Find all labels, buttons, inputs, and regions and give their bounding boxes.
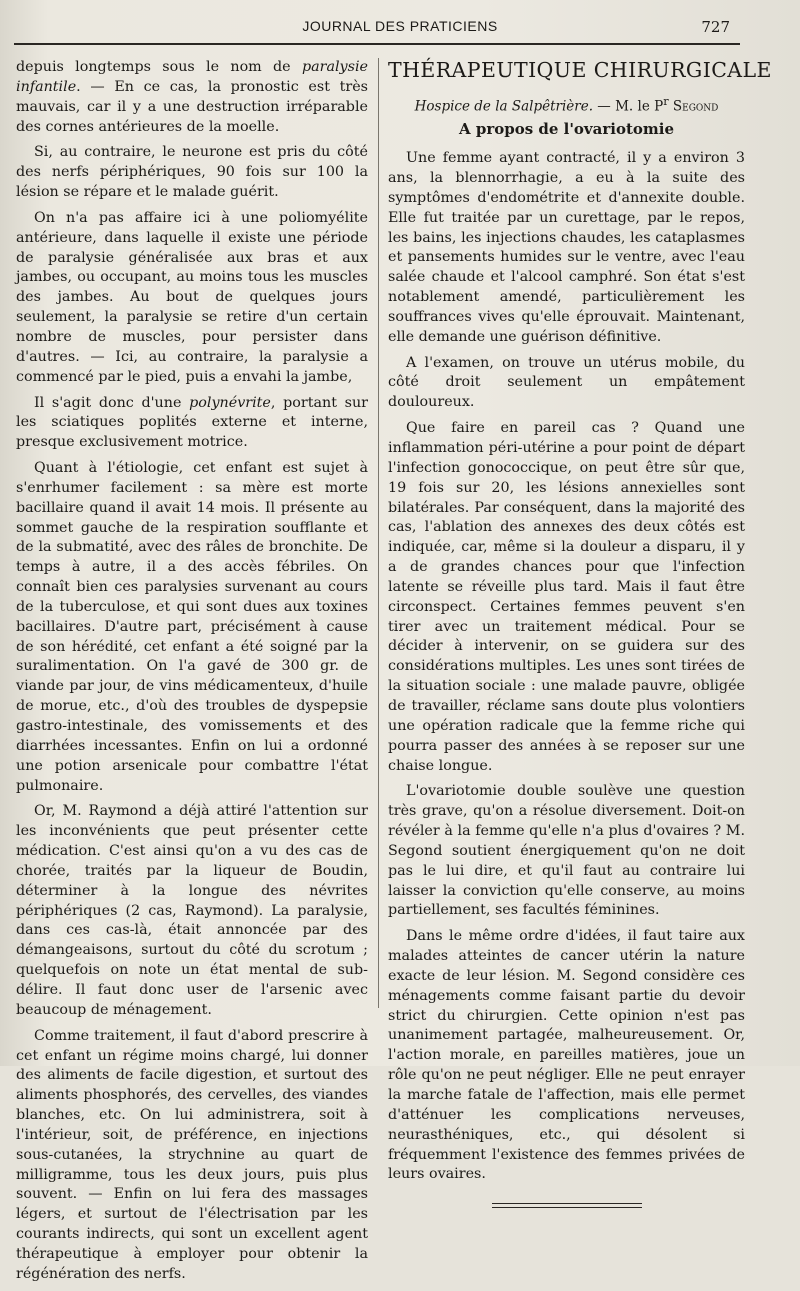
italic-term: polynévrite (189, 394, 271, 411)
byline: Hospice de la Salpêtrière. — M. le $P^r$ Segond (414, 95, 719, 115)
paragraph: On n'a pas affaire ici à une poliomyélite antérieure, dans laquelle il existe une période de paralysie généralisée aux bras et aux jambes, ou occupant, au moins tous les muscles des jambes. Au bout de quelques jours seulement, la paralysie se retire d'un certain nombre de muscles, pour persister dans d'autres. — Ici, au contraire, la paralysie a commencé par le pied, puis a envahi la jambe, (16, 209, 368, 385)
article-title: A propos de l'ovariotomie (458, 120, 675, 139)
paragraph: Quant à l'étiologie, cet enfant est sujet à s'enrhumer facilement : sa mère est morte bacillaire quand il avait 14 mois. Il présente au sommet gauche de la respiration soufflante et de la submatité, avec des râles de bronchite. De temps à autre, il a des accès fébriles. On connaît bien ces paralysies survenant au cours de la tuberculose, et qui sont dues aux toxines bacillaires. D'autre part, précisément à cause de son hérédité, cet enfant a été soigné par la suralimentation. On l'a gavé de 300 gr. de viande par jour, de vins médicamenteux, d'huile de morue, etc., d'où des troubles de dyspepsie gastro-intestinale, des vomissements et des diarrhées incessantes. Enfin on lui a ordonné une potion arsenicale pour combattre l'état pulmonaire. (16, 460, 368, 794)
header-rule (14, 43, 740, 45)
italic-term: paralysie infantile (16, 59, 368, 95)
right-column (388, 58, 772, 1208)
paragraph: Or, M. Raymond a déjà attiré l'attention sur les inconvénients que peut présenter cette médication. C'est ainsi qu'on a vu des cas de chorée, traités par la liqueur de Boudin, déterminer à la longue des névrites périphériques (2 cas, Raymond). La paralysie, dans ces cas-là, était annoncée par des démangeaisons, surtout du côté du scrotum ; quelquefois on note un état mental de sub-délire. Il faut donc user de l'arsenic avec beaucoup de ménagement. (16, 803, 368, 1018)
paragraph: L'ovariotomie double soulève une question très grave, qu'on a résolue diversement. Doit-on révéler à la femme qu'elle n'a plus d'ovaires ? M. Segond soutient énergiquement qu'on ne doit pas le lui dire, et qu'il faut au contraire lui laisser la conviction qu'elle conserve, au moins partiellement, ses facultés féminines. (388, 783, 745, 919)
section-title: THÉRAPEUTIQUE CHIRURGICALE (388, 58, 772, 82)
paragraph: Si, au contraire, le neurone est pris du côté des nerfs périphériques, 90 fois sur 100 la lésion se répare et le malade guérit. (16, 144, 368, 201)
paragraph: Comme traitement, il faut d'abord prescrire à cet enfant un régime moins chargé, lui donner des aliments de facile digestion, et surtout des aliments phosphorés, des cervelles, des viandes blanches, etc. On lui administrera, soit à l'intérieur, soit, de préférence, en injections sous-cutanées, la strychnine au quart de milligramme, tous les deux jours, puis plus souvent. — Enfin on lui fera des massages légers, et surtout de l'électrisation par les courants indirects, qui sont un excellent agent thérapeutique à employer pour obtenir la régénération des nerfs. (16, 1027, 368, 1282)
page-number: 727 (701, 18, 730, 36)
journal-title: JOURNAL DES PRATICIENS (302, 18, 498, 34)
column-divider (378, 58, 379, 1008)
byline-author: Segond (668, 98, 719, 115)
running-head (0, 14, 800, 38)
paragraph: Que faire en pareil cas ? Quand une inflammation péri-utérine a pour point de départ l'infection gonococcique, on peut être sûr que, 19 fois sur 20, les lésions annexielles sont bilatérales. Par conséquent, dans la majorité des cas, l'ablation des annexes des deux côtés est indiquée, car, même si la douleur a disparu, il y a de grandes chances pour que l'infection latente se réveille plus tard. Mais il faut être circonspect. Certaines femmes peuvent s'en tirer avec un traitement médical. Pour se décider à intervenir, on se guidera sur des considérations multiples. Les unes sont tirées de la situation sociale : une malade pauvre, obligée de travailler, réclame sans doute plus volontiers une opération radicale que la femme riche qui pourra passer des années à se reposer sur une chaise longue. (388, 420, 745, 774)
paragraph: depuis longtemps sous le nom de paralysie infantile. — En ce cas, la pronostic est très mauvais, car il y a une destruction irréparable des cornes antérieures de la moelle. (16, 59, 368, 135)
article-end-rule (492, 1203, 642, 1208)
paragraph: Dans le même ordre d'idées, il faut taire aux malades atteintes de cancer utérin la nature exacte de leur lésion. M. Segond considère ces ménagements comme faisant partie du devoir strict du chirurgien. Cette opinion n'est pas unanimement partagée, malheureusement. Or, l'action morale, en pareilles matières, joue un rôle qu'on ne peut négliger. Elle ne peut enrayer la marche fatale de l'affection, mais elle permet d'atténuer les complications nerveuses, neurasthéniques, etc., qui désolent si fréquemment l'existence des femmes privées de leurs ovaires. (388, 928, 745, 1183)
left-column (16, 58, 368, 1291)
paragraph: Une femme ayant contracté, il y a environ 3 ans, la blennorrhagie, a eu à la suite des symptômes d'endométrite et d'annexite double. Elle fut traitée par un curettage, par le repos, les bains, les injections chaudes, les cataplasmes et pansements humides sur le ventre, avec l'eau salée chaude et l'alcool camphré. Son état s'est notablement amendé, particulièrement les souffrances vives qu'elle éprouvait. Maintenant, elle demande une guérison définitive. (388, 150, 745, 345)
paragraph: Il s'agit donc d'une polynévrite, portant sur les sciatiques poplités externe et interne, presque exclusivement motrice. (16, 394, 368, 451)
byline-hospital: Hospice de la Salpêtrière. (414, 98, 594, 115)
paragraph: A l'examen, on trouve un utérus mobile, du côté droit seulement un empâtement douloureux. (388, 354, 745, 411)
